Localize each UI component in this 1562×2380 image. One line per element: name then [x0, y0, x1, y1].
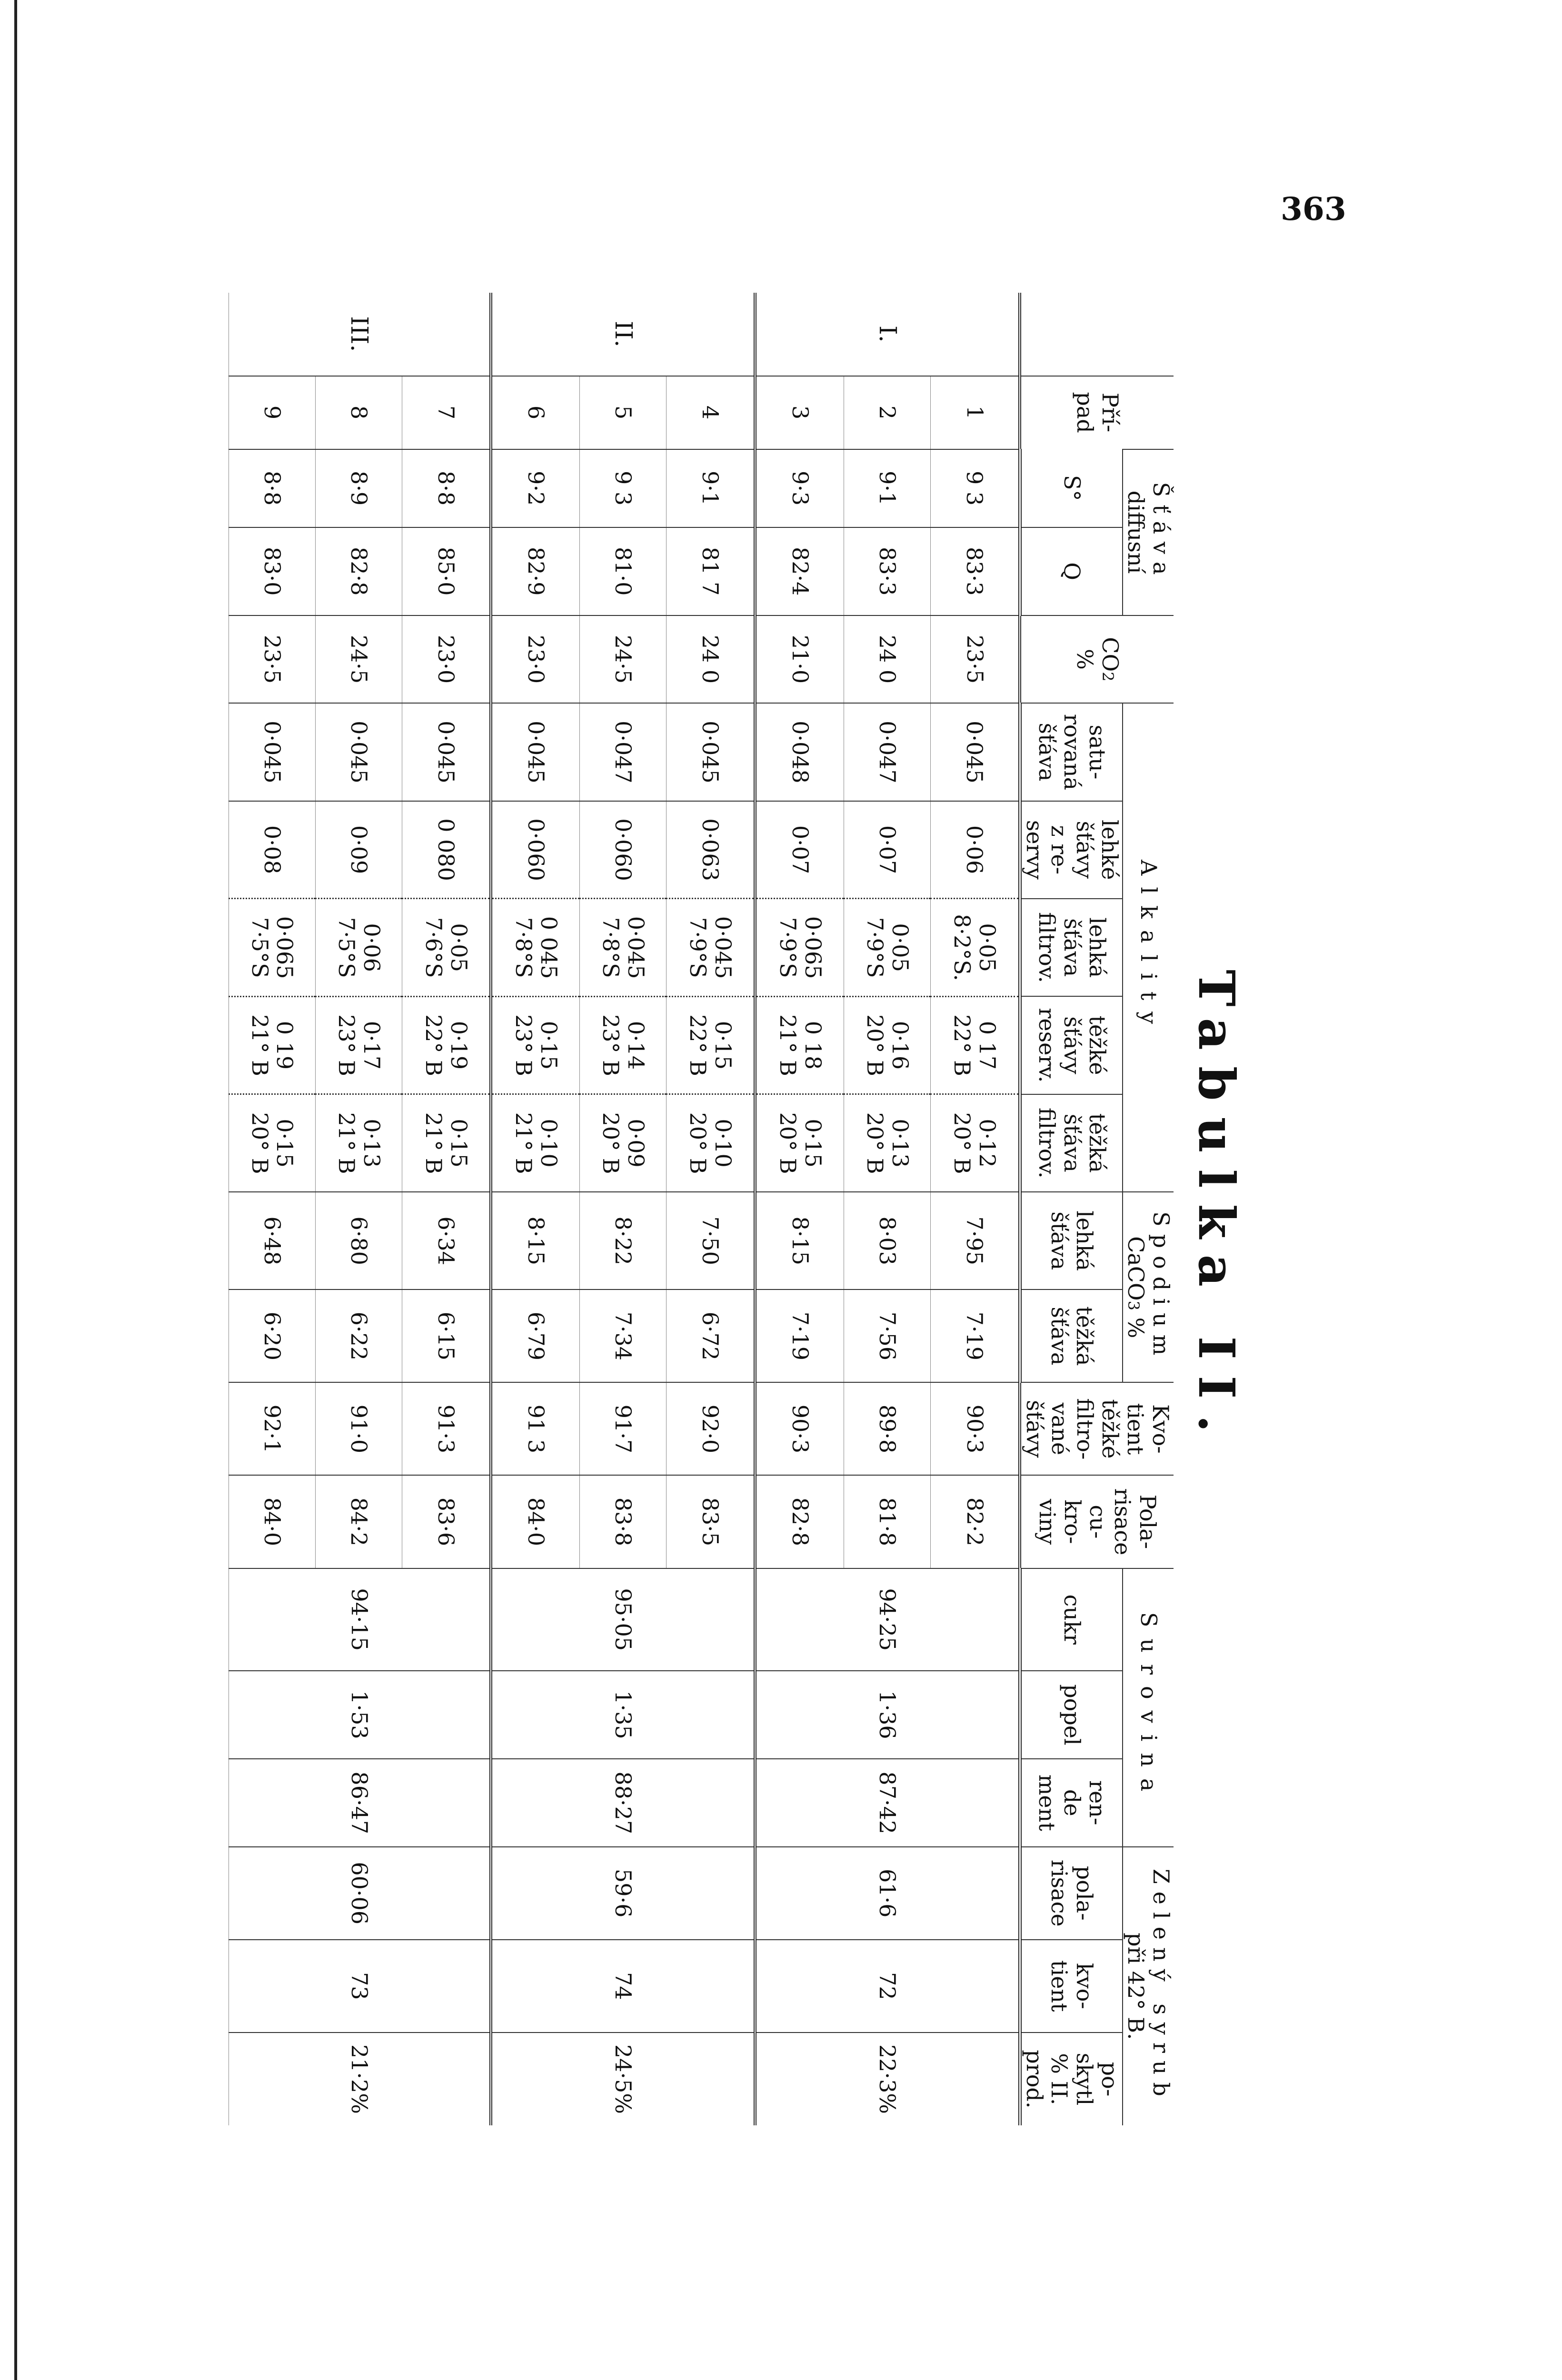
cell-alk-light-reserve: 0·08 [229, 801, 316, 899]
cell-alk-light-filtered [755, 899, 844, 996]
cell-case: 7 [402, 376, 491, 449]
group-label: I. [755, 293, 1020, 376]
cell-alk-light-filtered [844, 899, 931, 996]
header-quotient: Kvo- tient těžké filtro- vané šťávy [1020, 1382, 1174, 1475]
cell-alk-light-filtered-value: 0·05 [887, 923, 913, 972]
cell-spodium-heavy: 6·79 [491, 1289, 579, 1382]
cell-alk-heavy-filtered-value: 0·09 [623, 1119, 649, 1168]
cell-co2: 24·5 [580, 615, 667, 704]
cell-raw-sugar: 94·15 [229, 1568, 491, 1671]
cell-alk-saturated: 0·045 [667, 703, 755, 801]
header-case: Pří- pad [1020, 376, 1174, 449]
cell-q: 83·3 [844, 527, 931, 615]
cell-alk-light-filtered [402, 899, 491, 996]
cell-bx: 9 3 [931, 449, 1020, 527]
header-raw-rendement: ren- de ment [1020, 1759, 1123, 1847]
cell-q: 83·3 [931, 527, 1020, 615]
cell-green-yield: 24·5% [491, 2033, 755, 2125]
header-spodium-group: Spodium CaCO3 % [1123, 1192, 1174, 1382]
cell-alk-heavy-filtered [580, 1094, 667, 1192]
cell-quotient: 90·3 [755, 1382, 844, 1475]
cell-alk-light-reserve: 0·060 [580, 801, 667, 899]
header-juice-group: Šťáva diffusní [1123, 449, 1174, 615]
cell-alk-heavy-reserve-density: 23° B [597, 1014, 624, 1076]
cell-alk-heavy-reserve-value: 0 19 [272, 1021, 298, 1070]
cell-alk-light-filtered-value: 0·065 [272, 916, 298, 979]
cell-alk-heavy-filtered [402, 1094, 491, 1192]
cell-alk-heavy-reserve-value: 0·15 [710, 1021, 736, 1070]
cell-alk-heavy-filtered-value: 0·12 [974, 1119, 1000, 1168]
cell-bx: 9·3 [755, 449, 844, 527]
cell-green-quotient: 72 [755, 1940, 1020, 2033]
group-label: II. [491, 293, 755, 376]
cell-alk-light-reserve: 0·07 [844, 801, 931, 899]
cell-spodium-heavy: 6·22 [316, 1289, 402, 1382]
cell-alk-heavy-reserve-value: 0·14 [623, 1021, 649, 1070]
cell-spodium-heavy: 7·19 [755, 1289, 844, 1382]
cell-alk-saturated: 0·045 [931, 703, 1020, 801]
cell-quotient: 92·1 [229, 1382, 316, 1475]
header-alk-saturated: satu- rovaná šťáva [1020, 703, 1123, 801]
cell-alk-heavy-reserve [402, 996, 491, 1094]
cell-alk-light-filtered-value: 0·065 [800, 916, 826, 979]
cell-alk-light-filtered-density: 7·8°S [510, 917, 537, 978]
header-sugar-polarization: Pola- risace cu- kro- viny [1020, 1475, 1174, 1568]
cell-raw-ash: 1·53 [229, 1671, 491, 1759]
cell-quotient: 91·0 [316, 1382, 402, 1475]
cell-raw-ash: 1·35 [491, 1671, 755, 1759]
cell-case: 6 [491, 376, 579, 449]
cell-alk-heavy-filtered [229, 1094, 316, 1192]
cell-alk-heavy-reserve-density: 23° B [510, 1014, 537, 1076]
cell-alk-heavy-reserve-value: 0 18 [800, 1021, 826, 1070]
cell-spodium-heavy: 6·15 [402, 1289, 491, 1382]
cell-sugar-polarization: 81·8 [844, 1475, 931, 1568]
header-spodium-heavy: těžká šťáva [1020, 1289, 1123, 1382]
cell-alk-saturated: 0·045 [491, 703, 579, 801]
cell-alk-heavy-filtered-density: 21° B [333, 1112, 359, 1174]
cell-alk-light-filtered-value: 0·05 [446, 923, 472, 972]
cell-alk-heavy-filtered-density: 20° B [247, 1112, 273, 1174]
cell-alk-light-filtered-density: 7·8°S [597, 917, 624, 978]
cell-q: 82·8 [316, 527, 402, 615]
cell-alk-heavy-reserve [229, 996, 316, 1094]
cell-alk-light-reserve: 0·063 [667, 801, 755, 899]
cell-raw-sugar: 94·25 [755, 1568, 1020, 1671]
header-green-syrup-group: Zelený syrub při 42° B. [1123, 1847, 1174, 2125]
cell-alk-light-filtered-density: 7·9°S [862, 917, 888, 978]
cell-green-quotient: 74 [491, 1940, 755, 2033]
cell-bx: 8·9 [316, 449, 402, 527]
cell-co2: 21·0 [755, 615, 844, 704]
cell-bx: 9·2 [491, 449, 579, 527]
cell-case: 2 [844, 376, 931, 449]
cell-alk-heavy-filtered [844, 1094, 931, 1192]
cell-alk-heavy-filtered-density: 20° B [862, 1112, 888, 1174]
cell-alk-light-filtered-density: 7·5°S [247, 917, 273, 978]
cell-quotient: 90·3 [931, 1382, 1020, 1475]
cell-sugar-polarization: 84·0 [491, 1475, 579, 1568]
cell-spodium-light: 8·03 [844, 1192, 931, 1289]
header-group-col [1020, 293, 1174, 376]
cell-sugar-polarization: 83·8 [580, 1475, 667, 1568]
cell-spodium-heavy: 7·56 [844, 1289, 931, 1382]
cell-alk-light-filtered-value: 0 045 [536, 916, 562, 979]
cell-spodium-heavy: 7·34 [580, 1289, 667, 1382]
cell-spodium-heavy: 6·20 [229, 1289, 316, 1382]
cell-case: 5 [580, 376, 667, 449]
header-co2: CO2 % [1020, 615, 1174, 704]
cell-alk-light-filtered-value: 0·045 [623, 916, 649, 979]
cell-alk-heavy-reserve [667, 996, 755, 1094]
table-body [229, 293, 1020, 2125]
cell-sugar-polarization: 82·8 [755, 1475, 844, 1568]
cell-alk-heavy-filtered-density: 20° B [949, 1112, 975, 1174]
header-green-polarization: pola- risace [1020, 1847, 1123, 1940]
cell-alk-heavy-reserve [844, 996, 931, 1094]
cell-co2: 23·5 [931, 615, 1020, 704]
cell-alk-heavy-filtered-value: 0·10 [710, 1119, 736, 1168]
cell-alk-light-filtered-value: 0·06 [358, 923, 385, 972]
cell-alk-light-filtered-density: 7·9°S [775, 917, 801, 978]
cell-alk-heavy-reserve-value: 0 17 [974, 1021, 1000, 1070]
table-row [931, 293, 1020, 2125]
cell-raw-rendement: 87·42 [755, 1759, 1020, 1847]
cell-quotient: 92·0 [667, 1382, 755, 1475]
cell-spodium-light: 6·80 [316, 1192, 402, 1289]
cell-sugar-polarization: 84·2 [316, 1475, 402, 1568]
cell-quotient: 89·8 [844, 1382, 931, 1475]
group-label: III. [229, 293, 491, 376]
cell-green-polarization: 61·6 [755, 1847, 1020, 1940]
cell-alk-heavy-filtered [491, 1094, 579, 1192]
cell-alk-heavy-filtered [316, 1094, 402, 1192]
header-green-yield: po- skytl % II. prod. [1020, 2033, 1123, 2125]
cell-quotient: 91·3 [402, 1382, 491, 1475]
cell-alk-heavy-filtered-value: 0·13 [358, 1119, 385, 1168]
cell-alk-heavy-reserve-density: 20° B [862, 1014, 888, 1076]
header-alk-light-filtered: lehká šťáva filtrov. [1020, 899, 1123, 996]
cell-case: 9 [229, 376, 316, 449]
page-edge-rule [14, 0, 17, 2380]
cell-spodium-heavy: 6·72 [667, 1289, 755, 1382]
cell-co2: 24 0 [844, 615, 931, 704]
cell-alk-heavy-reserve-density: 22° B [420, 1014, 447, 1076]
table-row [402, 293, 491, 2125]
cell-sugar-polarization: 82·2 [931, 1475, 1020, 1568]
header-bx: S° [1020, 449, 1123, 527]
cell-alk-light-filtered [229, 899, 316, 996]
cell-alk-heavy-reserve-density: 22° B [685, 1014, 711, 1076]
cell-alk-light-reserve: 0 080 [402, 801, 491, 899]
cell-alk-saturated: 0·045 [316, 703, 402, 801]
header-alkality-group: Alkality [1123, 703, 1174, 1192]
cell-q: 81·0 [580, 527, 667, 615]
cell-alk-light-filtered-density: 7·5°S [333, 917, 359, 978]
cell-bx: 9·1 [667, 449, 755, 527]
cell-spodium-light: 6·34 [402, 1192, 491, 1289]
cell-spodium-light: 7·95 [931, 1192, 1020, 1289]
cell-case: 4 [667, 376, 755, 449]
cell-co2: 23·0 [491, 615, 579, 704]
cell-spodium-light: 7·50 [667, 1192, 755, 1289]
cell-alk-heavy-filtered [931, 1094, 1020, 1192]
cell-alk-heavy-filtered [667, 1094, 755, 1192]
cell-alk-light-filtered [931, 899, 1020, 996]
cell-alk-light-reserve: 0·060 [491, 801, 579, 899]
cell-alk-heavy-filtered [755, 1094, 844, 1192]
data-table [229, 293, 1174, 2125]
header-raw-sugar: cukr [1020, 1568, 1123, 1671]
cell-alk-light-filtered [491, 899, 579, 996]
cell-alk-heavy-filtered-value: 0·15 [272, 1119, 298, 1168]
cell-green-polarization: 59·6 [491, 1847, 755, 1940]
cell-alk-heavy-reserve-value: 0·19 [446, 1021, 472, 1070]
cell-alk-heavy-reserve-value: 0·17 [358, 1021, 385, 1070]
cell-alk-heavy-filtered-value: 0·15 [800, 1119, 826, 1168]
header-alk-heavy-filtered: těžká šťáva filtrov. [1020, 1094, 1123, 1192]
cell-raw-ash: 1·36 [755, 1671, 1020, 1759]
cell-spodium-heavy: 7·19 [931, 1289, 1020, 1382]
rotated-table-block [229, 293, 1259, 2125]
cell-q: 81 7 [667, 527, 755, 615]
cell-quotient: 91 3 [491, 1382, 579, 1475]
cell-alk-heavy-reserve-value: 0·15 [536, 1021, 562, 1070]
cell-sugar-polarization: 83·5 [667, 1475, 755, 1568]
cell-spodium-light: 8·15 [491, 1192, 579, 1289]
cell-alk-light-filtered-value: 0·05 [974, 923, 1000, 972]
cell-alk-light-filtered [667, 899, 755, 996]
cell-alk-heavy-reserve [316, 996, 402, 1094]
cell-co2: 23·5 [229, 615, 316, 704]
cell-case: 1 [931, 376, 1020, 449]
cell-alk-heavy-filtered-density: 20° B [597, 1112, 624, 1174]
cell-alk-light-filtered-density: 7·6°S [420, 917, 447, 978]
cell-alk-light-filtered-value: 0·045 [710, 916, 736, 979]
cell-bx: 9 3 [580, 449, 667, 527]
cell-bx: 8·8 [229, 449, 316, 527]
header-q: Q [1020, 527, 1123, 615]
cell-alk-light-filtered [316, 899, 402, 996]
cell-alk-saturated: 0·045 [229, 703, 316, 801]
cell-alk-saturated: 0·047 [844, 703, 931, 801]
cell-spodium-light: 8·15 [755, 1192, 844, 1289]
cell-green-quotient: 73 [229, 1940, 491, 2033]
cell-alk-heavy-filtered-density: 21° B [420, 1112, 447, 1174]
cell-co2: 24·5 [316, 615, 402, 704]
cell-alk-light-filtered-density: 8·2°S. [949, 914, 975, 981]
header-alk-heavy-reserve: těžké šťávy reserv. [1020, 996, 1123, 1094]
cell-alk-heavy-reserve [580, 996, 667, 1094]
cell-alk-heavy-reserve [755, 996, 844, 1094]
cell-alk-heavy-reserve-density: 21° B [775, 1014, 801, 1076]
cell-case: 3 [755, 376, 844, 449]
cell-bx: 8·8 [402, 449, 491, 527]
cell-raw-rendement: 88·27 [491, 1759, 755, 1847]
table-row [667, 293, 755, 2125]
header-spodium-light: lehká šťáva [1020, 1192, 1123, 1289]
cell-alk-heavy-reserve-density: 23° B [333, 1014, 359, 1076]
cell-sugar-polarization: 84·0 [229, 1475, 316, 1568]
cell-alk-saturated: 0·048 [755, 703, 844, 801]
cell-co2: 24 0 [667, 615, 755, 704]
cell-q: 83·0 [229, 527, 316, 615]
cell-green-polarization: 60·06 [229, 1847, 491, 1940]
cell-alk-heavy-reserve [491, 996, 579, 1094]
cell-spodium-light: 6·48 [229, 1192, 316, 1289]
cell-green-yield: 21·2% [229, 2033, 491, 2125]
cell-sugar-polarization: 83·6 [402, 1475, 491, 1568]
cell-alk-saturated: 0·045 [402, 703, 491, 801]
cell-alk-heavy-filtered-density: 20° B [685, 1112, 711, 1174]
cell-alk-light-filtered-density: 7·9°S [685, 917, 711, 978]
cell-alk-heavy-filtered-value: 0·15 [446, 1119, 472, 1168]
cell-alk-heavy-filtered-density: 21° B [510, 1112, 537, 1174]
cell-q: 85·0 [402, 527, 491, 615]
cell-q: 82·4 [755, 527, 844, 615]
cell-raw-rendement: 86·47 [229, 1759, 491, 1847]
cell-alk-saturated: 0·047 [580, 703, 667, 801]
header-surovina-group: Surovina [1123, 1568, 1174, 1847]
table-title: Tabulka II. [1187, 970, 1246, 1448]
cell-green-yield: 22·3% [755, 2033, 1020, 2125]
cell-alk-light-reserve: 0·09 [316, 801, 402, 899]
cell-alk-light-reserve: 0·06 [931, 801, 1020, 899]
cell-co2: 23·0 [402, 615, 491, 704]
cell-alk-heavy-reserve-density: 21° B [247, 1014, 273, 1076]
cell-alk-heavy-reserve-value: 0·16 [887, 1021, 913, 1070]
header-raw-ash: popel [1020, 1671, 1123, 1759]
cell-raw-sugar: 95·05 [491, 1568, 755, 1671]
cell-alk-heavy-reserve [931, 996, 1020, 1094]
page-number: 363 [1281, 190, 1346, 228]
cell-alk-heavy-filtered-value: 0·10 [536, 1119, 562, 1168]
cell-quotient: 91·7 [580, 1382, 667, 1475]
cell-case: 8 [316, 376, 402, 449]
cell-alk-light-reserve: 0·07 [755, 801, 844, 899]
header-green-quotient: kvo- tient [1020, 1940, 1123, 2033]
cell-spodium-light: 8·22 [580, 1192, 667, 1289]
cell-alk-heavy-filtered-value: 0·13 [887, 1119, 913, 1168]
cell-bx: 9·1 [844, 449, 931, 527]
cell-alk-heavy-reserve-density: 22° B [949, 1014, 975, 1076]
cell-q: 82·9 [491, 527, 579, 615]
cell-alk-heavy-filtered-density: 20° B [775, 1112, 801, 1174]
cell-alk-light-filtered [580, 899, 667, 996]
header-alk-light-reserve: lehké šťávy z re- servy [1020, 801, 1123, 899]
